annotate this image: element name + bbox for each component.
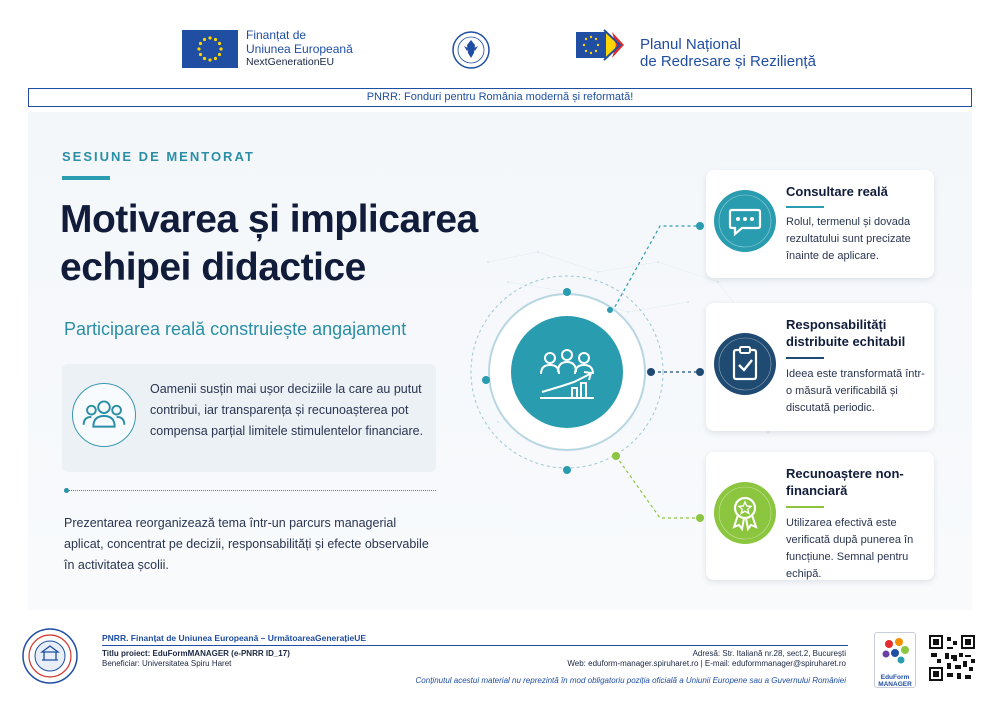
session-kicker: SESIUNE DE MENTORAT: [62, 149, 255, 164]
people-group-icon: [72, 383, 136, 447]
clipboard-check-icon: [714, 333, 776, 395]
eu-line2: Uniunea Europeană: [246, 41, 353, 56]
card-responsibilities: [706, 303, 934, 431]
card-text: Rolul, termenul și dovada rezultatului sunt precizate înainte de aplicare.: [786, 216, 911, 262]
title-line1: Motivarea și implicarea: [60, 198, 478, 241]
card-text: Ideea este transformată într-o măsură verificabilă și discutată periodic.: [786, 368, 925, 414]
footer-funding-line: PNRR. Finanțat de Uniunea Europeană – UrmătoareaGenerațieUE: [102, 633, 367, 643]
footer-project-info: [102, 649, 290, 669]
kicker-underline: [62, 176, 110, 180]
card-consultation: [706, 170, 934, 278]
card-title: Responsabilități distribuite echitabil: [786, 317, 906, 349]
pnrr-banner: PNRR: Fonduri pentru România modernă și reformată!: [28, 88, 972, 107]
pnrr-logo-icon: [576, 28, 636, 64]
footer-contact: [567, 649, 846, 669]
info-text: Oamenii susțin mai ușor deciziile la care au putut contribui, iar transparența și recunoașterea pot compensa parțial limitele stimulentelor financiare.: [150, 382, 424, 438]
footer-web-email: Web: eduform-manager.spiruharet.ro | E-mail: eduformmanager@spiruharet.ro: [567, 659, 846, 668]
header-logos: [0, 0, 1000, 86]
pnrr-line1: Planul Național: [640, 36, 741, 53]
description-text: Prezentarea reorganizează tema într-un parcurs managerial aplicat, concentrat pe decizii, responsabilități și efecte observabile în activitatea școlii.: [64, 516, 429, 572]
footer-beneficiary: Beneficiar: Universitatea Spiru Haret: [102, 659, 232, 668]
card-recognition: [706, 452, 934, 580]
card-rule: [786, 206, 824, 208]
card-title: Recunoaștere non-financiară: [786, 466, 904, 498]
card-title: Consultare reală: [786, 184, 888, 199]
eu-line1: Finanțat de: [246, 28, 307, 42]
eu-line3: NextGenerationEU: [246, 56, 335, 68]
qr-code-icon[interactable]: [927, 633, 977, 683]
page-subtitle: Participarea reală construiește angajament: [64, 319, 407, 339]
footer-address: Adresă: Str. Italiană nr.28, sect.2, București: [692, 649, 846, 658]
logo-line1: EduForm: [880, 674, 910, 681]
footer-project-title: Titlu proiect: EduFormMANAGER (e-PNRR ID_17): [102, 649, 290, 658]
card-rule: [786, 506, 824, 508]
chat-bubble-icon: [714, 190, 776, 252]
card-text: Utilizarea efectivă este verificată după punerea în funcțiune. Semnal pentru echipă.: [786, 517, 914, 580]
eu-funding-text: [246, 29, 353, 70]
footer-rule: [102, 645, 848, 646]
card-rule: [786, 357, 824, 359]
eduform-logo-text: [874, 674, 916, 688]
title-line2: echipei didactice: [60, 246, 366, 289]
eu-flag-icon: [182, 30, 238, 68]
university-seal-icon: [22, 628, 78, 684]
central-diagram: [470, 270, 690, 490]
logo-line2: MANAGER: [878, 681, 912, 688]
dotted-divider: [66, 490, 436, 491]
footer-disclaimer: Conținutul acestui material nu reprezintă în mod obligatoriu poziția oficială a Uniunii Europene sau a Guvernului României: [415, 676, 846, 685]
pnrr-line2: de Redresare și Reziliență: [640, 53, 816, 70]
award-badge-icon: [714, 482, 776, 544]
government-seal-icon: [452, 31, 490, 69]
pnrr-title: [640, 36, 816, 70]
